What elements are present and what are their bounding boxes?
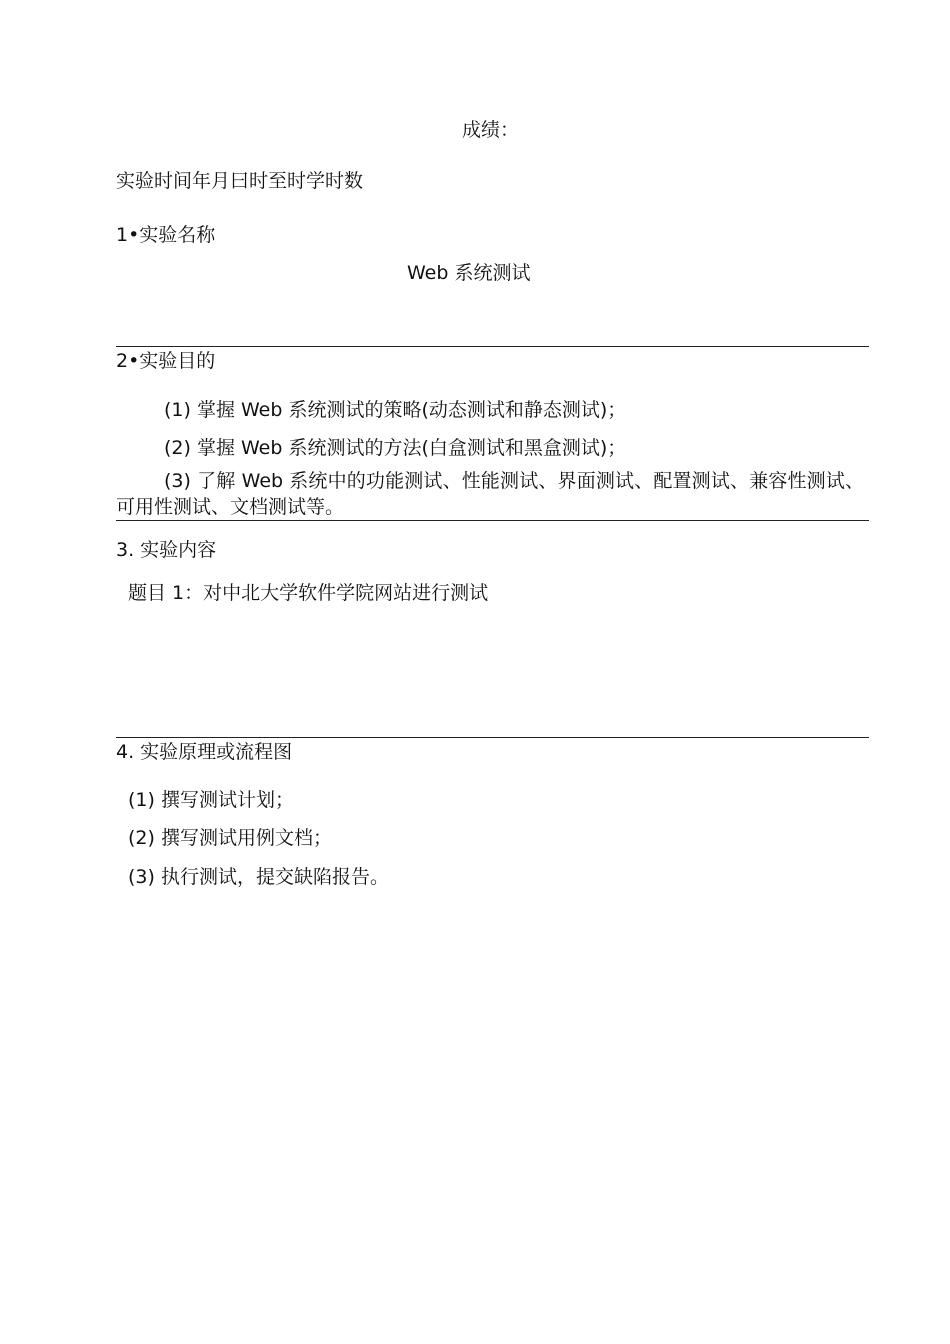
section-1-heading: 1•实验名称 <box>116 224 216 246</box>
section-divider <box>116 346 869 347</box>
experiment-topic: 题目 1：对中北大学软件学院网站进行测试 <box>128 582 489 604</box>
section-2-heading: 2•实验目的 <box>116 350 216 372</box>
procedure-item: (1) 撰写测试计划； <box>128 789 294 811</box>
procedure-item: (3) 执行测试，提交缺陷报告。 <box>128 866 389 888</box>
experiment-time-line: 实验时间年月曰时至时学时数 <box>116 170 364 192</box>
grade-label: 成绩： <box>462 119 520 141</box>
procedure-item: (2) 撰写测试用例文档； <box>128 827 332 849</box>
section-divider <box>116 520 869 521</box>
objective-item: (3) 了解 Web 系统中的功能测试、性能测试、界面测试、配置测试、兼容性测试、可用性测试、文档测试等。 <box>116 470 864 518</box>
objective-item: (1) 掌握 Web 系统测试的策略(动态测试和静态测试)； <box>164 399 627 421</box>
objective-item: (2) 掌握 Web 系统测试的方法(白盒测试和黑盒测试)； <box>164 437 627 459</box>
section-divider <box>116 737 869 738</box>
experiment-name: Web 系统测试 <box>407 262 531 284</box>
section-3-heading: 3. 实验内容 <box>116 539 217 561</box>
section-4-heading: 4. 实验原理或流程图 <box>116 741 293 763</box>
